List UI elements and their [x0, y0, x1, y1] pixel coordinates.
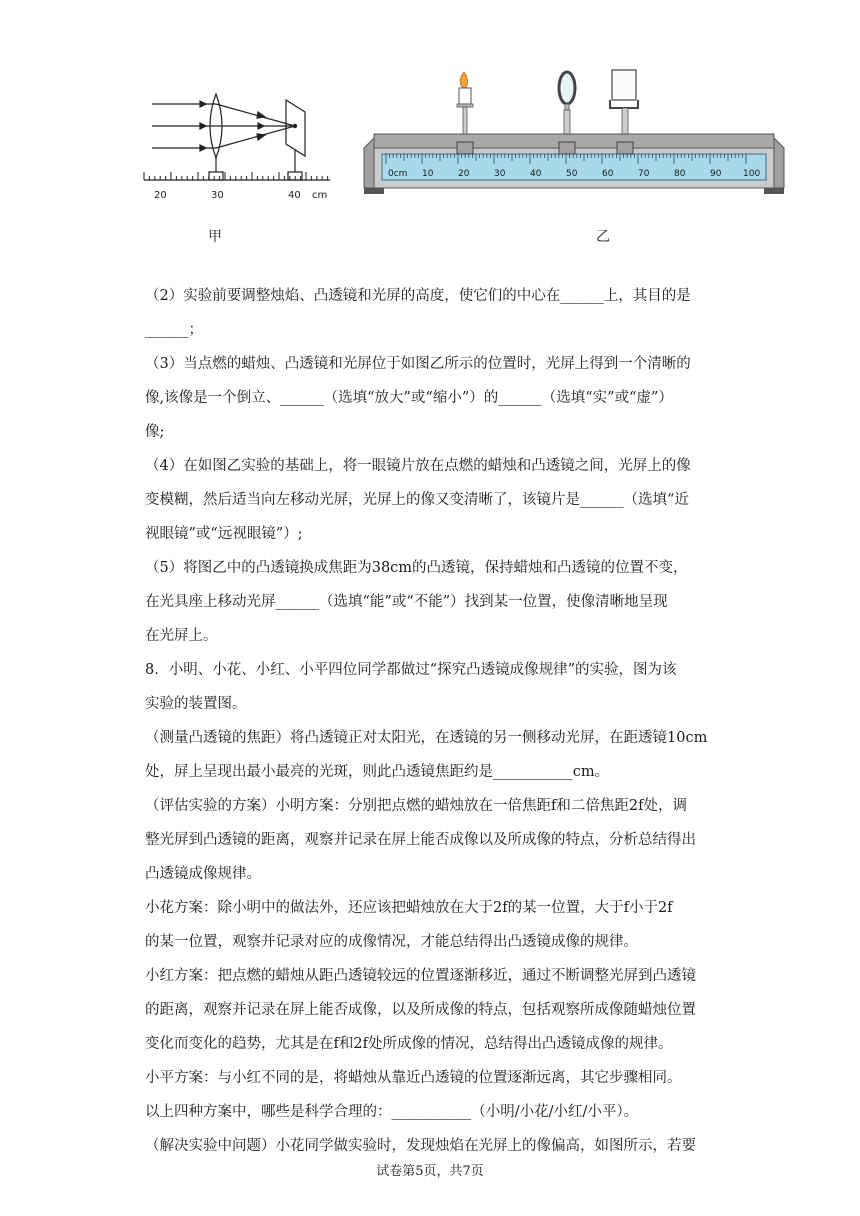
question-text [145, 279, 725, 1163]
text-line: 视眼镜”或“远视眼镜”）; [145, 526, 303, 542]
text-line: 的某一位置，观察并记录对应的成像情况，才能总结得出凸透镜成像的规律。 [145, 934, 638, 950]
yi-tick-80: 80 [674, 169, 686, 179]
figure-jia-label: 甲 [208, 229, 222, 245]
yi-tick-40: 40 [530, 169, 542, 179]
text-line: 变化而变化的趋势，尤其是在f和2f处所成像的情况，总结得出凸透镜成像的规律。 [145, 1036, 673, 1052]
figure-yi [360, 66, 790, 206]
yi-tick-100: 100 [743, 169, 761, 179]
text-line: 像; [145, 424, 165, 440]
yi-tick-70: 70 [638, 169, 650, 179]
text-line: （测量凸透镜的焦距）将凸透镜正对太阳光，在透镜的另一侧移动光屏，在距透镜10cm [145, 730, 708, 746]
jia-tick-40: 40 [288, 190, 301, 201]
text-line: （2）实验前要调整烛焰、凸透镜和光屏的高度，使它们的中心在______上，其目的是 [145, 288, 691, 304]
text-line: 8．小明、小花、小红、小平四位同学都做过“探究凸透镜成像规律”的实验，图为该 [145, 662, 677, 678]
text-line: 变模糊，然后适当向左移动光屏，光屏上的像又变清晰了，该镜片是______（选填“近 [145, 492, 689, 508]
text-line: （4）在如图乙实验的基础上，将一眼镜片放在点燃的蜡烛和凸透镜之间，光屏上的像 [145, 458, 691, 474]
text-line: 小平方案：与小红不同的是，将蜡烛从靠近凸透镜的位置逐渐远离，其它步骤相同。 [145, 1070, 682, 1086]
text-line: （3）当点燃的蜡烛、凸透镜和光屏位于如图乙所示的位置时，光屏上得到一个清晰的 [145, 356, 691, 372]
yi-tick-0: 0cm [388, 169, 408, 179]
text-line: 实验的装置图。 [145, 696, 247, 712]
yi-tick-90: 90 [710, 169, 722, 179]
text-line: （解决实验中问题）小花同学做实验时，发现烛焰在光屏上的像偏高，如图所示，若要 [145, 1138, 696, 1154]
yi-tick-50: 50 [566, 169, 578, 179]
figure-yi-label: 乙 [596, 229, 610, 245]
text-line: 凸透镜成像规律。 [145, 866, 261, 882]
yi-tick-10: 10 [422, 169, 434, 179]
figure-jia [140, 90, 340, 210]
text-line: 小花方案：除小明中的做法外，还应该把蜡烛放在大于2f的某一位置，大于f小于2f [145, 900, 673, 916]
text-line: 在光屏上。 [145, 628, 218, 644]
jia-tick-30: 30 [211, 190, 224, 201]
text-line: ______； [145, 322, 203, 338]
jia-unit: cm [312, 190, 328, 201]
text-line: 以上四种方案中，哪些是科学合理的：___________（小明/小花/小红/小平）。 [145, 1104, 639, 1120]
yi-tick-60: 60 [602, 169, 614, 179]
page-footer: 试卷第5页，共7页 [376, 1164, 484, 1179]
text-line: 处，屏上呈现出最小最亮的光斑，则此凸透镜焦距约是___________cm。 [145, 764, 610, 780]
text-line: （5）将图乙中的凸透镜换成焦距为38cm的凸透镜，保持蜡烛和凸透镜的位置不变， [145, 560, 688, 576]
text-line: 的距离，观察并记录在屏上能否成像，以及所成像的特点，包括观察所成像随蜡烛位置 [145, 1002, 696, 1018]
text-line: 整光屏到凸透镜的距离，观察并记录在屏上能否成像以及所成像的特点，分析总结得出 [145, 832, 696, 848]
text-line: （评估实验的方案）小明方案：分别把点燃的蜡烛放在一倍焦距f和二倍焦距2f处，调 [145, 798, 687, 814]
yi-tick-20: 20 [458, 169, 470, 179]
text-line: 在光具座上移动光屏______（选填“能”或“不能”）找到某一位置，使像清晰地呈现 [145, 594, 668, 610]
jia-tick-20: 20 [154, 190, 167, 201]
text-line: 小红方案：把点燃的蜡烛从距凸透镜较远的位置逐渐移近，通过不断调整光屏到凸透镜 [145, 968, 696, 984]
text-line: 像,该像是一个倒立、______（选填“放大”或“缩小”）的______（选填“实”或“虚”） [145, 390, 673, 406]
yi-tick-30: 30 [494, 169, 506, 179]
